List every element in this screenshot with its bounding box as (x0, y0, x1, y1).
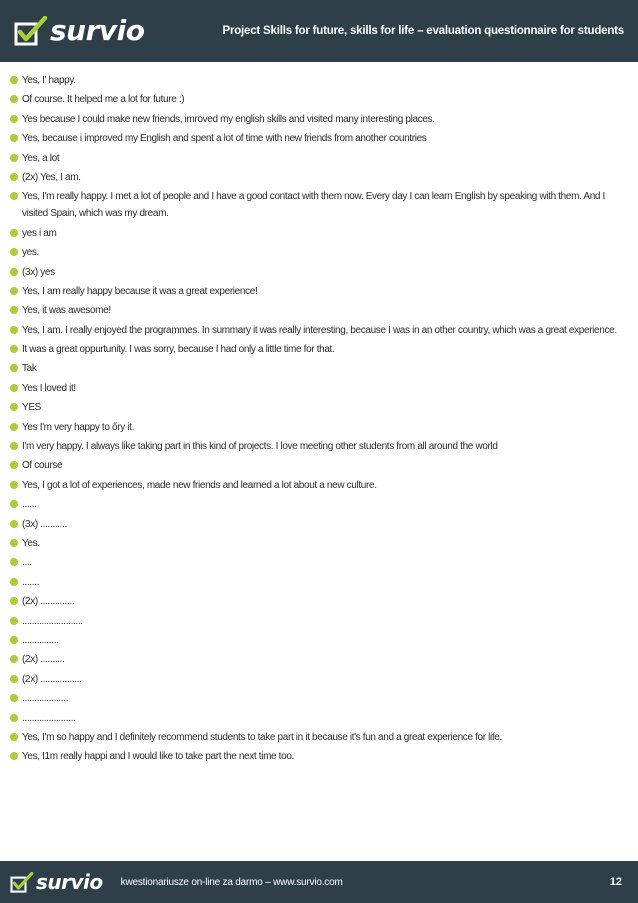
answer-item (10, 457, 628, 474)
answer-item (10, 554, 628, 571)
answer-text: Yes I'm very happy to őry it. (22, 421, 134, 433)
page-footer (0, 861, 638, 903)
answer-text: Yes I loved it! (22, 382, 76, 394)
answer-text: Of course. It helped me a lot for future :) (22, 94, 185, 106)
answer-text: YES (22, 402, 41, 414)
bullet-dot-icon (10, 520, 18, 528)
checkmark-logo-icon (14, 16, 48, 46)
bullet-dot-icon (10, 442, 18, 450)
answer-item (10, 360, 628, 377)
answer-item (10, 671, 628, 688)
answer-item (10, 574, 628, 591)
bullet-dot-icon (10, 423, 18, 431)
answer-text: Yes. (22, 537, 40, 549)
bullet-dot-icon (10, 481, 18, 489)
bullet-dot-icon (10, 578, 18, 586)
bullet-dot-icon (10, 617, 18, 625)
bullet-dot-icon (10, 384, 18, 392)
answer-item (10, 496, 628, 513)
answer-item (10, 150, 628, 167)
answer-text: Of course (22, 460, 63, 472)
answer-item (10, 748, 628, 765)
answer-text: (2x) Yes, I am. (22, 171, 81, 183)
checkmark-logo-icon (10, 872, 34, 893)
bullet-dot-icon (10, 345, 18, 353)
bullet-dot-icon (10, 76, 18, 84)
bullet-dot-icon (10, 558, 18, 566)
answer-text: (3x) ........... (22, 518, 67, 530)
answer-text: Yes, I am really happy because it was a great experience! (22, 285, 258, 297)
answer-text: (2x) .............. (22, 596, 75, 608)
bullet-dot-icon (10, 326, 18, 334)
answer-text: ....... (22, 576, 39, 588)
answer-item (10, 72, 628, 89)
answer-item (10, 419, 628, 436)
bullet-dot-icon (10, 192, 18, 200)
bullet-dot-icon (10, 403, 18, 411)
answer-text: Yes, a lot (22, 152, 60, 164)
answer-text: Yes, I got a lot of experiences, made new friends and learned a lot about a new culture. (22, 479, 377, 491)
answer-text: Tak (22, 363, 37, 375)
answer-item (10, 690, 628, 707)
answer-item (10, 169, 628, 186)
bullet-dot-icon (10, 539, 18, 547)
answer-text: Yes, I am. I really enjoyed the programmes. In summary it was really interesting, because I was in an other country, which was a great experience. (22, 324, 617, 336)
answer-text: yes. (22, 247, 39, 259)
answer-item (10, 188, 628, 222)
answer-item (10, 535, 628, 552)
answer-text: I'm very happy. I always like taking part in this kind of projects. I love meeting other students from all around the world (22, 441, 498, 453)
answer-item (10, 516, 628, 533)
bullet-dot-icon (10, 752, 18, 760)
answer-item (10, 438, 628, 455)
answer-text: Yes, I'm so happy and I definitely recommend students to take part in it because it's fun and a great experience for life. (22, 731, 502, 743)
answer-text: Yes, I'm really happy. I met a lot of people and I have a good contact with them now. Every day I can learn English by speaking with them. And I visited Spain, which was my dream. (22, 191, 605, 220)
answer-text: (2x) ................. (22, 673, 82, 685)
answer-item (10, 613, 628, 630)
answer-item (10, 322, 628, 339)
bullet-dot-icon (10, 597, 18, 605)
answer-text: ............... (22, 634, 59, 646)
bullet-dot-icon (10, 500, 18, 508)
bullet-dot-icon (10, 694, 18, 702)
bullet-dot-icon (10, 461, 18, 469)
answer-item (10, 264, 628, 281)
answer-text: (2x) .......... (22, 654, 65, 666)
logo-text: survio (50, 14, 145, 47)
answer-item (10, 593, 628, 610)
answer-text: ...... (22, 499, 37, 511)
bullet-dot-icon (10, 268, 18, 276)
bullet-dot-icon (10, 248, 18, 256)
answer-list (10, 72, 628, 768)
page-header (0, 0, 638, 62)
bullet-dot-icon (10, 306, 18, 314)
bullet-dot-icon (10, 714, 18, 722)
bullet-dot-icon (10, 134, 18, 142)
bullet-dot-icon (10, 95, 18, 103)
answer-item (10, 651, 628, 668)
page-number: 12 (609, 876, 622, 888)
answer-item (10, 341, 628, 358)
answer-item (10, 399, 628, 416)
answer-item (10, 130, 628, 147)
footer-logo (10, 872, 103, 893)
bullet-dot-icon (10, 229, 18, 237)
answer-item (10, 225, 628, 242)
answer-item (10, 111, 628, 128)
answer-text: It was a great oppurtunity. I was sorry, because I had only a little time for that. (22, 344, 335, 356)
answer-text: (3x) yes (22, 266, 55, 278)
answer-text: ................... (22, 693, 69, 705)
answer-item (10, 380, 628, 397)
answer-item (10, 477, 628, 494)
answer-item (10, 710, 628, 727)
footer-logo-text: survio (36, 870, 103, 894)
bullet-dot-icon (10, 733, 18, 741)
answer-item (10, 283, 628, 300)
answer-text: Yes, it was awesome! (22, 305, 111, 317)
bullet-dot-icon (10, 655, 18, 663)
bullet-dot-icon (10, 287, 18, 295)
bullet-dot-icon (10, 173, 18, 181)
answer-item (10, 729, 628, 746)
answer-text: Yes because I could make new friends, imroved my english skills and visited many interesting places. (22, 113, 435, 125)
answer-text: .... (22, 557, 32, 569)
answer-text: Yes, because i improved my English and spent a lot of time with new friends from another countries (22, 133, 427, 145)
answer-item (10, 632, 628, 649)
answer-item (10, 244, 628, 261)
answer-text: yes i am (22, 227, 57, 239)
bullet-dot-icon (10, 636, 18, 644)
answer-text: Yes, I1m really happi and I would like to take part the next time too. (22, 751, 294, 763)
answer-text: Yes, I' happy. (22, 75, 76, 86)
answer-text: ...................... (22, 712, 76, 724)
document-title: Project Skills for future, skills for life – evaluation questionnaire for students (222, 25, 624, 37)
answer-item (10, 302, 628, 319)
footer-tagline: kwestionariusze on-line za darmo – www.survio.com (120, 876, 343, 888)
answer-item (10, 91, 628, 108)
bullet-dot-icon (10, 364, 18, 372)
bullet-dot-icon (10, 675, 18, 683)
bullet-dot-icon (10, 115, 18, 123)
answer-text: ......................... (22, 615, 83, 627)
bullet-dot-icon (10, 154, 18, 162)
survio-logo (14, 16, 145, 46)
